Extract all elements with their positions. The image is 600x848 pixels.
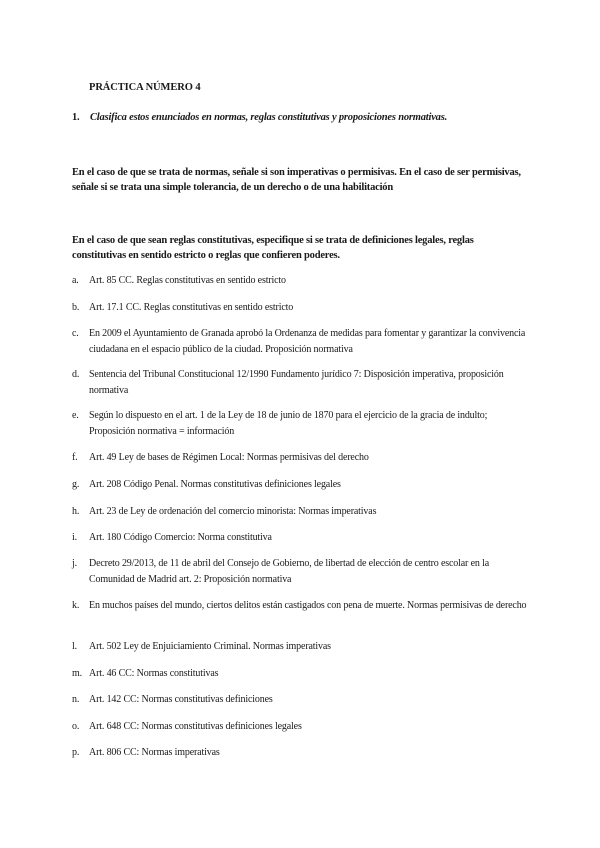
- item-letter: m.: [72, 668, 82, 679]
- list-item: [72, 300, 532, 316]
- item-letter: g.: [72, 479, 80, 490]
- item-text: Según lo dispuesto en el art. 1 de la Ley de 18 de junio de 1870 para el ejercicio de la gracia de indulto; Proposición normativa = información: [89, 410, 488, 437]
- list-item: [72, 408, 532, 440]
- list-item: [72, 530, 532, 546]
- item-letter: k.: [72, 600, 80, 611]
- list-item: [72, 598, 532, 614]
- instruction-paragraph: En el caso de que se trata de normas, señale si son imperativas o permisivas. En el caso de ser permisivas, señale si se trata una simple tolerancia, de un derecho o de una habilitación: [72, 167, 521, 193]
- page-title: PRÁCTICA NÚMERO 4: [89, 82, 201, 93]
- item-letter: p.: [72, 747, 80, 758]
- item-letter: j.: [72, 558, 77, 569]
- item-letter: n.: [72, 694, 80, 705]
- item-text: Art. 142 CC: Normas constitutivas definiciones: [89, 694, 273, 705]
- item-letter: o.: [72, 721, 80, 732]
- item-text: Art. 85 CC. Reglas constitutivas en sentido estricto: [89, 275, 286, 286]
- item-text: Art. 648 CC: Normas constitutivas definiciones legales: [89, 721, 302, 732]
- item-text: Art. 49 Ley de bases de Régimen Local: Normas permisivas del derecho: [89, 452, 369, 463]
- list-item: [72, 367, 532, 399]
- list-item: [72, 504, 532, 520]
- question-heading: [72, 112, 532, 123]
- item-letter: f.: [72, 452, 78, 463]
- item-text: En muchos países del mundo, ciertos delitos están castigados con pena de muerte. Normas permisivas de derecho: [89, 600, 527, 611]
- item-text: Art. 208 Código Penal. Normas constitutivas definiciones legales: [89, 479, 341, 490]
- item-letter: b.: [72, 302, 80, 313]
- list-item: [72, 692, 532, 708]
- list-item: [72, 719, 532, 735]
- item-letter: i.: [72, 532, 77, 543]
- list-item: [72, 639, 532, 655]
- item-text: Art. 806 CC: Normas imperativas: [89, 747, 220, 758]
- list-item: [72, 477, 532, 493]
- list-item: [72, 326, 532, 358]
- item-letter: c.: [72, 328, 79, 339]
- item-letter: l.: [72, 641, 77, 652]
- item-letter: a.: [72, 275, 79, 286]
- item-text: Art. 502 Ley de Enjuiciamiento Criminal. Normas imperativas: [89, 641, 331, 652]
- item-text: En 2009 el Ayuntamiento de Granada aprobó la Ordenanza de medidas para fomentar y garantizar la convivencia ciudadana en el espacio público de la ciudad. Proposición normativa: [89, 328, 526, 355]
- item-letter: e.: [72, 410, 79, 421]
- item-text: Art. 46 CC: Normas constitutivas: [89, 668, 219, 679]
- item-text: Sentencia del Tribunal Constitucional 12/1990 Fundamento jurídico 7: Disposición imperativa, proposición normativa: [89, 369, 504, 396]
- item-text: Art. 17.1 CC. Reglas constitutivas en sentido estricto: [89, 302, 294, 313]
- item-text: Decreto 29/2013, de 11 de abril del Consejo de Gobierno, de libertad de elección de centro escolar en la Comunidad de Madrid art. 2: Proposición normativa: [89, 558, 489, 585]
- question-number: 1.: [72, 112, 80, 123]
- item-text: Art. 23 de Ley de ordenación del comercio minorista: Normas imperativas: [89, 506, 377, 517]
- list-item: [72, 556, 532, 588]
- item-letter: h.: [72, 506, 80, 517]
- question-text: Clasifica estos enunciados en normas, reglas constitutivas y proposiciones normativas.: [90, 112, 448, 123]
- list-item: [72, 745, 532, 761]
- list-item: [72, 666, 532, 682]
- item-text: Art. 180 Código Comercio: Norma constitutiva: [89, 532, 272, 543]
- list-item: [72, 273, 532, 289]
- list-item: [72, 450, 532, 466]
- item-letter: d.: [72, 369, 80, 380]
- instruction-paragraph: En el caso de que sean reglas constitutivas, especifique si se trata de definiciones legales, reglas constitutivas en sentido estricto o reglas que confieren poderes.: [72, 235, 474, 261]
